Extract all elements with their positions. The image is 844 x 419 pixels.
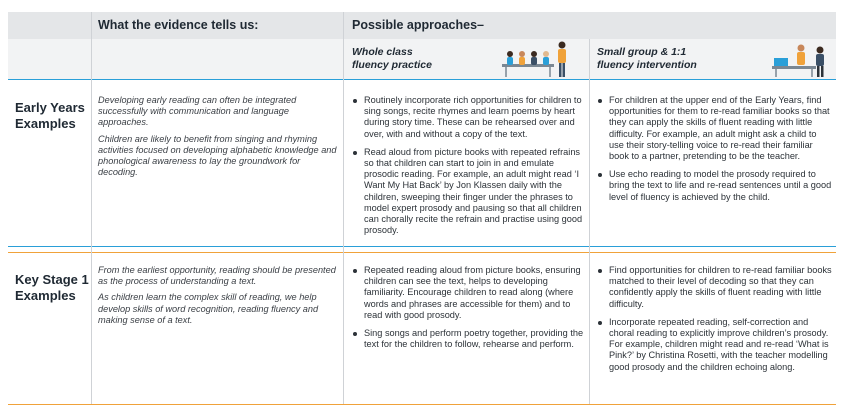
key-stage-1-small-group-list: [597, 265, 833, 380]
whole-class-illustration-icon: [498, 40, 574, 78]
approaches-column-title: Possible approaches–: [352, 18, 485, 32]
evidence-paragraph: As children learn the complex skill of reading, we help develop skills of word recognition, reading fluency and making sense of a text.: [98, 292, 319, 325]
small-group-illustration-icon: [770, 40, 832, 78]
list-item: Read aloud from picture books with repeated refrains so that children can start to join in and emulate prosodic reading. For example, an adult might read ‘I Want My Hat Back’ by Jon Klassen daily with the children, sweeping their finger under the phrases to model expert prosody and pausing so that all children can chorally recite the refrain and practise using good prosody.: [352, 147, 586, 237]
early-years-whole-class-list: [352, 95, 586, 243]
list-item: Routinely incorporate rich opportunities for children to sing songs, recite rhymes and learn poems by heart during story time. These can be rehearsed over and over, with and without a copy of the text.: [352, 95, 586, 140]
small-group-subtitle: Small group & 1:1 fluency intervention: [597, 46, 697, 71]
evidence-column-title: What the evidence tells us:: [98, 18, 259, 32]
evidence-paragraph: Developing early reading can often be integrated successfully with communication and language approaches.: [98, 95, 297, 128]
early-years-bottom-rule: [8, 246, 836, 247]
evidence-paragraph: Children are likely to benefit from singing and rhyming activities focused on developing alphabetic knowledge and phonological awareness to lay the groundwork for decoding.: [98, 133, 337, 178]
early-years-evidence: [98, 95, 341, 183]
evidence-paragraph: From the earliest opportunity, reading should be presented as the process of understanding a text.: [98, 265, 336, 287]
column-divider-1: [91, 12, 92, 404]
column-divider-3: [589, 39, 590, 404]
list-item: Incorporate repeated reading, self-correction and choral reading to explicitly improve children’s prosody. For example, children might read and re-read ‘What is Pink?’ by Christina Rosetti, with the teacher modelling good prosody and the children echoing along.: [597, 317, 833, 373]
early-years-row-label: Early Years Examples: [15, 100, 85, 131]
whole-class-subtitle: Whole class fluency practice: [352, 46, 432, 71]
key-stage-top-rule: [8, 252, 836, 253]
list-item: Sing songs and perform poetry together, providing the text for the children to follow, rehearse and perform.: [352, 328, 586, 350]
list-item: Use echo reading to model the prosody required to bring the text to life and re-read sentences until a good level of fluency is achieved by the child.: [597, 169, 833, 203]
early-years-small-group-list: [597, 95, 833, 210]
early-years-top-rule: [8, 79, 836, 80]
key-stage-1-evidence: [98, 265, 341, 331]
key-stage-1-whole-class-list: [352, 265, 586, 357]
column-divider-2: [343, 12, 344, 404]
key-stage-1-row-label: Key Stage 1 Examples: [15, 272, 89, 303]
list-item: Repeated reading aloud from picture books, ensuring children can see the text, helps to developing familiarity. Encourage children to read along (where words and phrases are accessible for them) and to read with good prosody.: [352, 265, 586, 321]
list-item: For children at the upper end of the Early Years, find opportunities for them to re-read familiar books so that they can apply the skills of fluent reading with little difficulty. For example, an adult might ask a child to use their story-telling voice to re-read their familiar book to a partner, pretending to be the teacher.: [597, 95, 833, 162]
key-stage-bottom-rule: [8, 404, 836, 405]
list-item: Find opportunities for children to re-read familiar books matched to their level of decoding so that they can confidently apply the skills of fluent reading with little difficulty.: [597, 265, 833, 310]
